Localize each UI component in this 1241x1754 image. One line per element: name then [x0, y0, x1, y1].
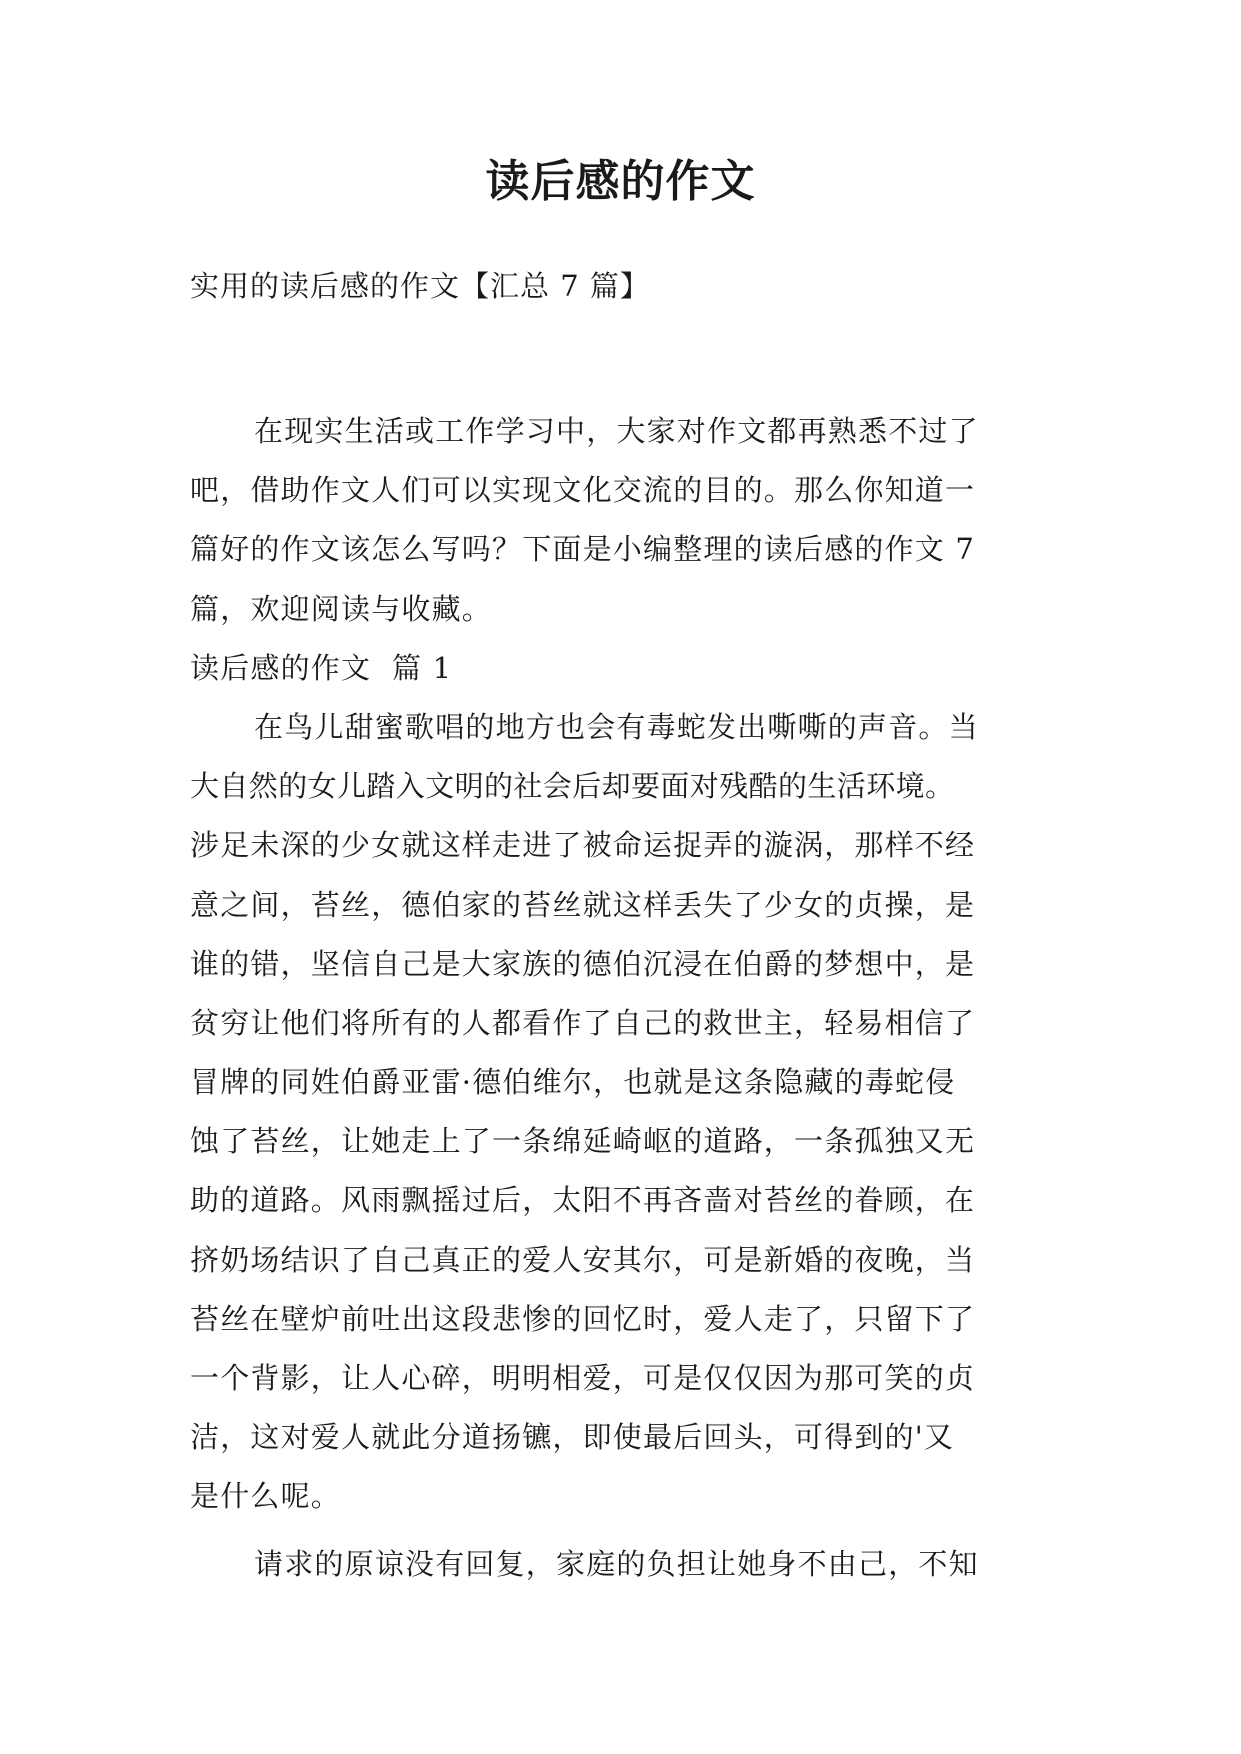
- paragraph-line: 在现实生活或工作学习中，大家对作文都再熟悉不过了: [254, 414, 979, 448]
- paragraph-line: 篇，欢迎阅读与收藏。: [190, 591, 493, 626]
- section-heading: 读后感的作文 篇 1: [190, 650, 453, 685]
- document-subtitle: 实用的读后感的作文【汇总 7 篇】: [190, 269, 650, 303]
- paragraph-line: 冒牌的同姓伯爵亚雷·德伯维尔，也就是这条隐藏的毒蛇侵: [190, 1065, 956, 1100]
- paragraph-line: 贫穷让他们将所有的人都看作了自己的救世主，轻易相信了: [190, 1005, 976, 1040]
- document-body: [190, 402, 1050, 1594]
- paragraph-line: 吧，借助作文人们可以实现文化交流的目的。那么你知道一: [190, 473, 976, 508]
- paragraph-line: 谁的错，坚信自己是大家族的德伯沉浸在伯爵的梦想中，是: [190, 946, 976, 981]
- document-title: 读后感的作文: [485, 156, 756, 207]
- paragraph-line: 助的道路。风雨飘摇过后，太阳不再吝啬对苔丝的眷顾，在: [190, 1183, 976, 1218]
- paragraph-line: 涉足未深的少女就这样走进了被命运捉弄的漩涡，那样不经: [190, 828, 976, 863]
- paragraph-line: 苔丝在壁炉前吐出这段悲惨的回忆时，爱人走了，只留下了: [190, 1301, 976, 1336]
- paragraph-line: 一个背影，让人心碎，明明相爱，可是仅仅因为那可笑的贞: [190, 1361, 976, 1395]
- paragraph-line: 蚀了苔丝，让她走上了一条绵延崎岖的道路，一条孤独又无: [190, 1124, 976, 1159]
- paragraph-line: 请求的原谅没有回复，家庭的负担让她身不由己，不知: [254, 1546, 979, 1581]
- paragraph-line: 在鸟儿甜蜜歌唱的地方也会有毒蛇发出嘶嘶的声音。当: [254, 709, 979, 744]
- paragraph-line: 洁，这对爱人就此分道扬镳，即使最后回头，可得到的'又: [190, 1420, 955, 1455]
- paragraph-line: 挤奶场结识了自己真正的爱人安其尔，可是新婚的夜晚，当: [190, 1242, 976, 1277]
- paragraph-line: 篇好的作文该怎么写吗？下面是小编整理的读后感的作文 7: [190, 532, 976, 567]
- paragraph-line: 是什么呢。: [190, 1479, 342, 1514]
- paragraph-line: 意之间，苔丝，德伯家的苔丝就这样丢失了少女的贞操，是: [190, 887, 976, 922]
- paragraph-line: 大自然的女儿踏入文明的社会后却要面对残酷的生活环境。: [190, 769, 955, 804]
